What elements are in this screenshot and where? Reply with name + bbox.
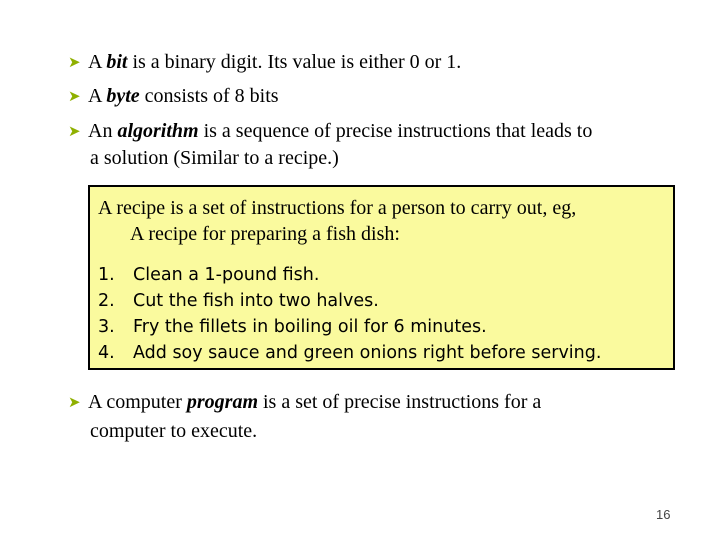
page-number: 16	[656, 507, 671, 522]
list-item: 2. Cut the fish into two halves.	[98, 291, 379, 311]
bullet-byte: ➤ A byte consists of 8 bits	[68, 85, 279, 107]
list-item: 4. Add soy sauce and green onions right before serving.	[98, 343, 602, 363]
recipe-steps	[98, 262, 601, 366]
bullet-program-continuation: computer to execute.	[90, 420, 258, 442]
list-item: 1. Clean a 1-pound fish.	[98, 265, 320, 285]
list-item: 3. Fry the fillets in boiling oil for 6 minutes.	[98, 317, 487, 337]
arrow-right-icon: ➤	[68, 87, 81, 105]
recipe-box	[88, 185, 675, 370]
bullet-program: ➤ A computer program is a set of precise instructions for a	[68, 391, 542, 413]
bullet-algorithm: ➤ An algorithm is a sequence of precise instructions that leads to	[68, 120, 593, 142]
bullet-algorithm-continuation: a solution (Similar to a recipe.)	[90, 147, 339, 169]
recipe-intro-continuation: A recipe for preparing a fish dish:	[130, 223, 400, 245]
arrow-right-icon: ➤	[68, 393, 81, 411]
bullet-bit: ➤ A bit is a binary digit. Its value is either 0 or 1.	[68, 51, 462, 73]
arrow-right-icon: ➤	[68, 53, 81, 71]
recipe-intro: A recipe is a set of instructions for a person to carry out, eg,	[98, 197, 577, 219]
arrow-right-icon: ➤	[68, 122, 81, 140]
